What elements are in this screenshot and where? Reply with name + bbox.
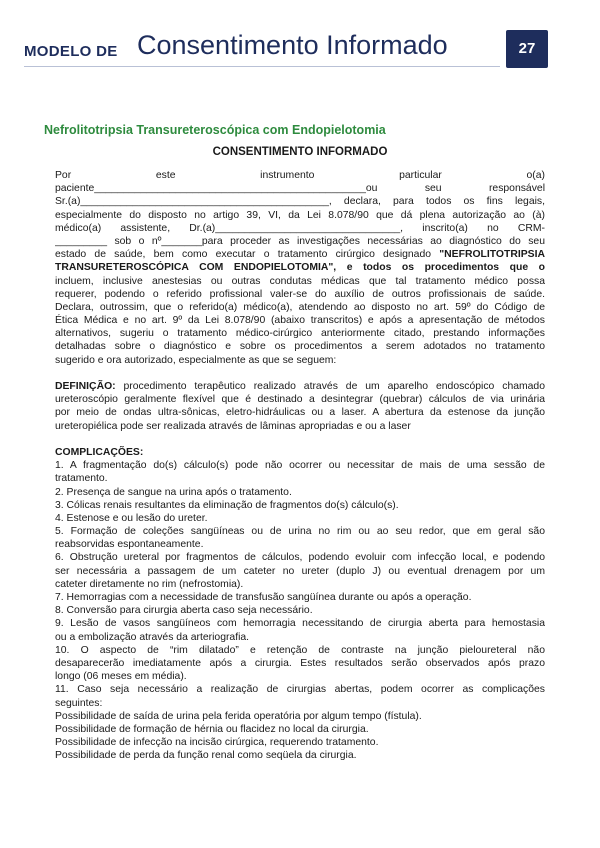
list-item: tratamento. — [55, 473, 108, 485]
list-item: 4. Estenose e ou lesão do ureter. — [55, 512, 208, 524]
text-line: requerer, podendo o referido profissional valer-se do auxílio de outros profissionais de saúde. — [55, 288, 545, 300]
list-item: 1. A fragmentação do(s) cálculo(s) pode não ocorrer ou necessitar de mais de uma sessão de — [55, 460, 545, 472]
list-item: 11. Caso seja necessário a realização de cirurgias abertas, podem ocorrer as complicações — [55, 684, 545, 696]
text-line: ureteropiélica pode ser realizada através de lâminas apropriadas e ou a laser — [55, 420, 411, 432]
list-item: reabsorvidas espontaneamente. — [55, 539, 204, 551]
text-line: Ética Médica e no art. 9º da Lei 8.078/90 (abaixo transcritos) e após a apresentação de métodos — [55, 315, 545, 327]
definition-paragraph — [55, 380, 545, 433]
list-item: 6. Obstrução ureteral por fragmentos de cálculos, podendo evoluir com infecção local, e podendo — [55, 552, 545, 564]
text-line: detalhadas sobre o diagnóstico e sobre os procedimentos a serem adotados no tratamento — [55, 341, 545, 353]
list-item: Possibilidade de infecção na incisão cirúrgica, requerendo tratamento. — [55, 737, 379, 749]
consent-paragraph — [55, 169, 545, 367]
list-item: Possibilidade de perda da função renal como seqüela da cirurgia. — [55, 750, 357, 762]
list-item: desaparecerão imediatamente após a cirurgia. Estes resultados serão observados após prazo — [55, 657, 545, 669]
complications-label: COMPLICAÇÕES: — [55, 446, 144, 458]
document-title: Nefrolitotripsia Transureteroscópica com Endopielotomia — [44, 123, 386, 137]
list-item: 7. Hemorragias com a necessidade de transfusão sangüínea durante ou após a operação. — [55, 592, 472, 603]
text-line: Por este instrumento particular o(a) — [55, 170, 545, 181]
list-item: 2. Presença de sangue na urina após o tratamento. — [55, 486, 292, 498]
header-prefix: MODELO DE — [24, 43, 118, 60]
complications-section — [55, 446, 545, 763]
procedure-name-bold: "NEFROLITOTRIPSIA — [439, 249, 545, 261]
list-item: 3. Cólicas renais resultantes da eliminação de fragmentos do(s) cálculo(s). — [55, 499, 399, 511]
list-item: Possibilidade de saída de urina pela ferida operatória por algum tempo (fístula). — [55, 710, 422, 722]
list-item: 10. O aspecto de “rim dilatado” e retenção de contraste na junção pieloureteral não — [55, 644, 545, 656]
text-line: alternativos, sugeriu o tratamento médico-cirúrgico anteriormente citado, prestando informações — [55, 328, 545, 340]
text-line: paciente_______________________________________________ou seu responsável — [55, 183, 545, 195]
list-item: longo (06 meses em média). — [55, 671, 187, 683]
text-line: médico(a) assistente, Dr.(a)________________________________, inscrito(a) no CRM- — [55, 222, 545, 234]
procedure-name-bold: TRANSURETEROSCÓPICA COM ENDOPIELOTOMIA", e todos os procedimentos que o — [55, 262, 545, 274]
text-line: Sr.(a)___________________________________________, declara, para todos os fins legais, — [55, 196, 545, 208]
text-line: Declara, outrossim, que o referido(a) médico(a), atendendo ao disposto no art. 59º do Código de — [55, 301, 545, 313]
text-line: por meio de ondas ultra-sônicas, eletro-hidráulicas ou a laser. A abertura da estenose da junção — [55, 407, 545, 419]
document-body — [55, 169, 545, 762]
page-number-badge: 27 — [506, 30, 548, 68]
text-segment: estado de saúde, bem como executar o tratamento cirúrgico designado — [55, 249, 440, 261]
list-item: ou a embolização através da arteriografia. — [55, 631, 250, 643]
section-heading: CONSENTIMENTO INFORMADO — [212, 146, 388, 158]
text-line: especialmente do disposto no artigo 39, VI, da Lei 8.078/90 que dá plena autorização ao (à) — [55, 209, 545, 221]
header-title: Consentimento Informado — [137, 30, 448, 60]
list-item: 8. Conversão para cirurgia aberta caso seja necessário. — [55, 605, 313, 617]
text-line: incluem, inclusive anestesias ou outras condutas médicas que tal tratamento médico possa — [55, 275, 545, 287]
text-line — [55, 261, 545, 274]
list-item: 9. Lesão de vasos sangüíneos com hemorragia necessitando de cirurgia aberta para hemostasia — [55, 618, 545, 630]
list-item: 5. Formação de coleções sangüíneas ou de urina no rim ou ao seu redor, que em geral são — [55, 526, 545, 538]
text-line — [55, 248, 545, 261]
text-segment: procedimento terapêutico realizado através de um aparelho endoscópico chamado — [115, 381, 545, 392]
text-line: sugerido e ora autorizado, especialmente as que se seguem: — [55, 354, 337, 366]
list-item: cateter diretamente no rim (nefrostomia). — [55, 578, 244, 590]
text-line: _________ sob o nº_______para proceder as investigações necessárias ao diagnóstico do seu — [55, 235, 545, 247]
page-header — [24, 30, 514, 70]
text-line — [55, 380, 545, 393]
text-line: ureteroscópio geralmente flexível que é destinado a desintegrar (quebrar) cálculos de via urinária — [55, 394, 545, 406]
list-item: Possibilidade de formação de hérnia ou flacidez no local da cirurgia. — [55, 723, 369, 735]
list-item: ser necessária a passagem de um cateter no ureter (duplo J) ou eventual drenagem por um — [55, 565, 545, 577]
list-item: seguintes: — [55, 697, 103, 709]
definition-label: DEFINIÇÃO: — [55, 381, 116, 392]
header-divider — [24, 66, 500, 67]
